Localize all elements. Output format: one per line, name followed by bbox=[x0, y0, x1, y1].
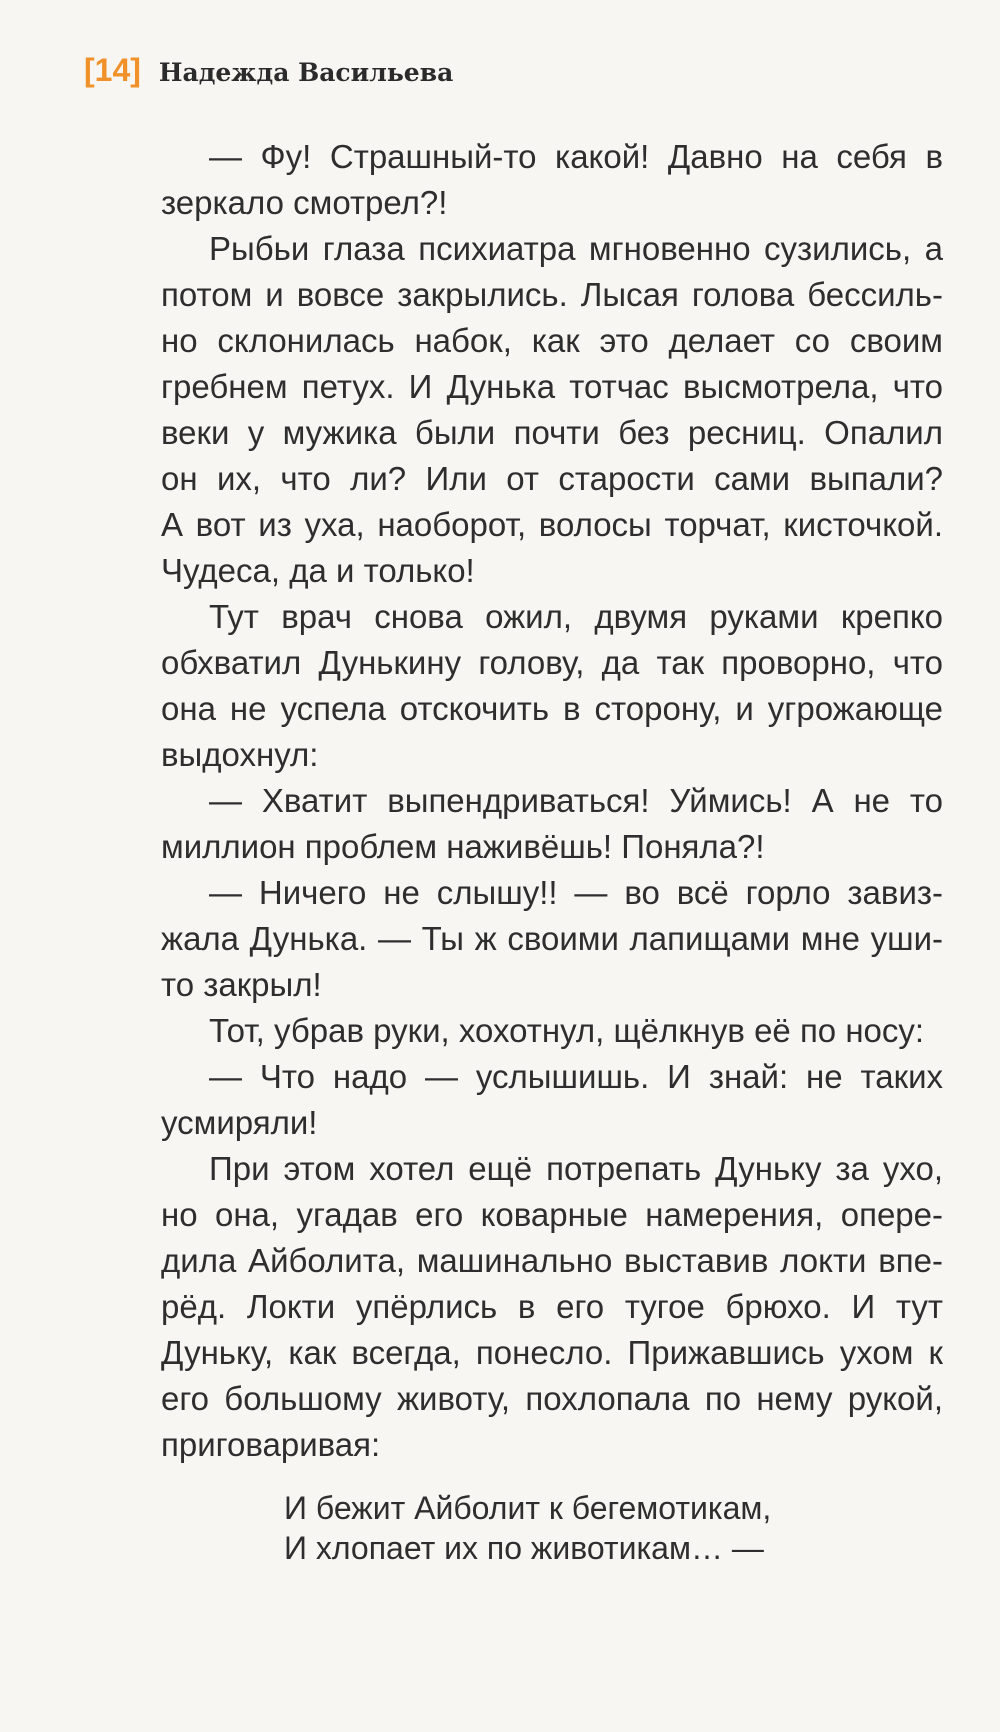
text-line: обхватил Дунькину голову, да так проворно, что bbox=[161, 644, 943, 681]
text-line: жала Дунька. — Ты ж своими лапищами мне уши- bbox=[161, 920, 943, 957]
paragraph bbox=[161, 594, 943, 778]
text-line: он их, что ли? Или от старости сами выпали? bbox=[161, 460, 943, 497]
text-line: При этом хотел ещё потрепать Дуньку за ухо, bbox=[209, 1150, 943, 1187]
poem-quote bbox=[284, 1488, 771, 1568]
text-line: Чудеса, да и только! bbox=[161, 552, 475, 589]
paragraph bbox=[161, 778, 943, 870]
text-line: приговаривая: bbox=[161, 1426, 381, 1463]
text-line: А вот из уха, наоборот, волосы торчат, кисточкой. bbox=[161, 506, 943, 543]
paragraph bbox=[161, 870, 943, 1008]
text-line: веки у мужика были почти без ресниц. Опалил bbox=[161, 414, 943, 451]
paragraph bbox=[161, 1146, 943, 1468]
text-line: Рыбьи глаза психиатра мгновенно сузились, а bbox=[209, 230, 943, 267]
text-line: но склонилась набок, как это делает со своим bbox=[161, 322, 943, 359]
poem-line: И хлопает их по животикам… — bbox=[284, 1530, 764, 1566]
text-line: Тот, убрав руки, хохотнул, щёлкнув её по носу: bbox=[209, 1012, 925, 1049]
text-line: гребнем петух. И Дунька тотчас высмотрела, что bbox=[161, 368, 943, 405]
text-line: но она, угадав его коварные намерения, опере- bbox=[161, 1196, 943, 1233]
text-line: зеркало смотрел?! bbox=[161, 184, 448, 221]
poem-line: И бежит Айболит к бегемотикам, bbox=[284, 1490, 772, 1526]
page-number: [14] bbox=[84, 52, 141, 88]
text-line: миллион проблем наживёшь! Поняла?! bbox=[161, 828, 765, 865]
text-line: — Фу! Страшный-то какой! Давно на себя в bbox=[209, 138, 943, 175]
paragraph bbox=[161, 134, 943, 226]
text-line: Дуньку, как всегда, понесло. Прижавшись ухом к bbox=[161, 1334, 943, 1371]
text-line: его большому животу, похлопала по нему рукой, bbox=[161, 1380, 943, 1417]
text-line: усмиряли! bbox=[161, 1104, 318, 1141]
paragraph bbox=[161, 226, 943, 594]
text-line: — Что надо — услышишь. И знай: не таких bbox=[209, 1058, 943, 1095]
text-line: потом и вовсе закрылись. Лысая голова бессиль- bbox=[161, 276, 943, 313]
text-line: она не успела отскочить в сторону, и угрожающе bbox=[161, 690, 943, 727]
paragraph bbox=[161, 1008, 943, 1054]
text-line: — Хватит выпендриваться! Уймись! А не то bbox=[209, 782, 943, 819]
text-line: — Ничего не слышу!! — во всё горло завиз- bbox=[209, 874, 943, 911]
text-line: выдохнул: bbox=[161, 736, 319, 773]
paragraph bbox=[161, 1054, 943, 1146]
text-line: то закрыл! bbox=[161, 966, 322, 1003]
running-header bbox=[84, 52, 453, 89]
text-line: рёд. Локти упёрлись в его тугое брюхо. И тут bbox=[161, 1288, 943, 1325]
text-line: дила Айболита, машинально выставив локти впе- bbox=[161, 1242, 943, 1279]
author-name: Надежда Васильева bbox=[158, 58, 454, 87]
text-line: Тут врач снова ожил, двумя руками крепко bbox=[209, 598, 943, 635]
body-text bbox=[161, 134, 943, 1468]
